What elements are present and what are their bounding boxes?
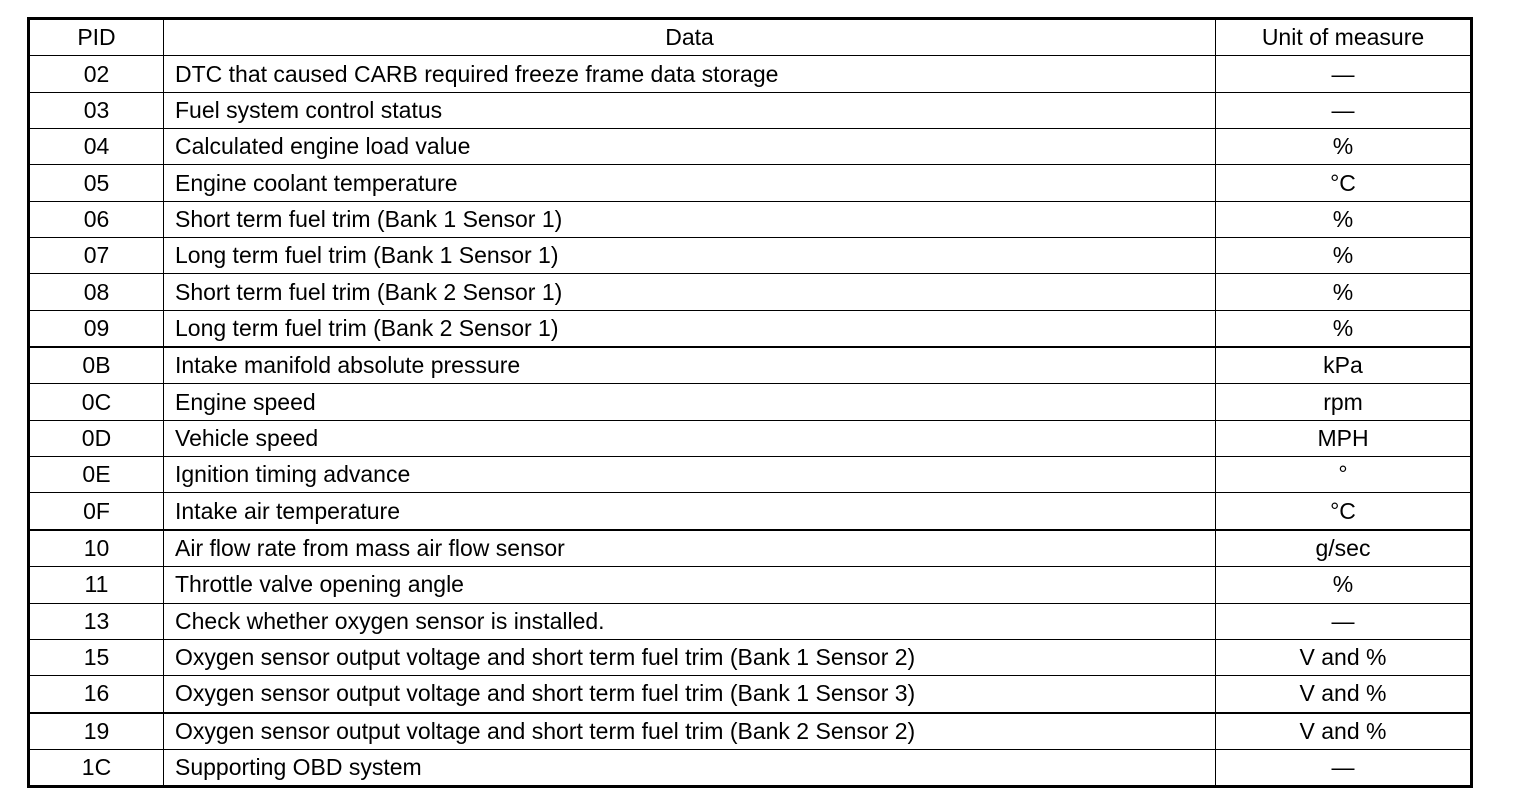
table-row <box>29 347 1472 384</box>
data-cell: Check whether oxygen sensor is installed. <box>164 603 1216 639</box>
data-cell: Intake air temperature <box>164 493 1216 530</box>
data-cell: Throttle valve opening angle <box>164 567 1216 603</box>
table-row <box>29 56 1472 92</box>
pid-cell: 04 <box>29 129 164 165</box>
table-row <box>29 603 1472 639</box>
table-row <box>29 530 1472 567</box>
unit-cell: % <box>1216 201 1472 237</box>
table-row <box>29 274 1472 310</box>
unit-cell: °C <box>1216 165 1472 201</box>
unit-cell: — <box>1216 92 1472 128</box>
unit-cell: % <box>1216 567 1472 603</box>
unit-cell: % <box>1216 274 1472 310</box>
data-cell: Air flow rate from mass air flow sensor <box>164 530 1216 567</box>
table-row <box>29 457 1472 493</box>
pid-cell: 03 <box>29 92 164 128</box>
table-row <box>29 310 1472 347</box>
unit-cell: °C <box>1216 493 1472 530</box>
pid-cell: 06 <box>29 201 164 237</box>
pid-cell: 19 <box>29 713 164 750</box>
table-row <box>29 749 1472 786</box>
pid-cell: 02 <box>29 56 164 92</box>
table-row <box>29 567 1472 603</box>
pid-cell: 0B <box>29 347 164 384</box>
unit-column-header: Unit of measure <box>1216 19 1472 56</box>
data-cell: Short term fuel trim (Bank 1 Sensor 1) <box>164 201 1216 237</box>
table-row <box>29 639 1472 675</box>
pid-cell: 09 <box>29 310 164 347</box>
data-cell: Oxygen sensor output voltage and short term fuel trim (Bank 2 Sensor 2) <box>164 713 1216 750</box>
unit-cell: V and % <box>1216 639 1472 675</box>
unit-cell: ° <box>1216 457 1472 493</box>
pid-column-header: PID <box>29 19 164 56</box>
table-row <box>29 420 1472 456</box>
unit-cell: MPH <box>1216 420 1472 456</box>
pid-cell: 1C <box>29 749 164 786</box>
table-row <box>29 676 1472 713</box>
pid-cell: 0D <box>29 420 164 456</box>
pid-cell: 11 <box>29 567 164 603</box>
pid-cell: 07 <box>29 238 164 274</box>
pid-cell: 0C <box>29 384 164 420</box>
pid-cell: 10 <box>29 530 164 567</box>
data-cell: DTC that caused CARB required freeze frame data storage <box>164 56 1216 92</box>
data-cell: Short term fuel trim (Bank 2 Sensor 1) <box>164 274 1216 310</box>
table-row <box>29 713 1472 750</box>
unit-cell: V and % <box>1216 676 1472 713</box>
unit-cell: % <box>1216 310 1472 347</box>
data-cell: Vehicle speed <box>164 420 1216 456</box>
unit-cell: % <box>1216 129 1472 165</box>
table-row <box>29 201 1472 237</box>
unit-cell: V and % <box>1216 713 1472 750</box>
data-column-header: Data <box>164 19 1216 56</box>
unit-cell: % <box>1216 238 1472 274</box>
header-row <box>29 19 1472 56</box>
data-cell: Fuel system control status <box>164 92 1216 128</box>
unit-cell: g/sec <box>1216 530 1472 567</box>
data-cell: Ignition timing advance <box>164 457 1216 493</box>
unit-cell: rpm <box>1216 384 1472 420</box>
pid-cell: 0F <box>29 493 164 530</box>
table-row <box>29 129 1472 165</box>
unit-cell: — <box>1216 56 1472 92</box>
data-cell: Calculated engine load value <box>164 129 1216 165</box>
table-row <box>29 493 1472 530</box>
unit-cell: — <box>1216 749 1472 786</box>
pid-cell: 13 <box>29 603 164 639</box>
data-cell: Intake manifold absolute pressure <box>164 347 1216 384</box>
pid-cell: 05 <box>29 165 164 201</box>
data-cell: Long term fuel trim (Bank 1 Sensor 1) <box>164 238 1216 274</box>
table-row <box>29 92 1472 128</box>
data-cell: Oxygen sensor output voltage and short term fuel trim (Bank 1 Sensor 3) <box>164 676 1216 713</box>
data-cell: Oxygen sensor output voltage and short term fuel trim (Bank 1 Sensor 2) <box>164 639 1216 675</box>
table-row <box>29 165 1472 201</box>
unit-cell: kPa <box>1216 347 1472 384</box>
data-cell: Engine speed <box>164 384 1216 420</box>
unit-cell: — <box>1216 603 1472 639</box>
table-row <box>29 384 1472 420</box>
table-body <box>29 56 1472 787</box>
pid-cell: 0E <box>29 457 164 493</box>
table-row <box>29 238 1472 274</box>
pid-cell: 15 <box>29 639 164 675</box>
data-cell: Long term fuel trim (Bank 2 Sensor 1) <box>164 310 1216 347</box>
data-cell: Engine coolant temperature <box>164 165 1216 201</box>
data-cell: Supporting OBD system <box>164 749 1216 786</box>
pid-cell: 16 <box>29 676 164 713</box>
pid-table <box>27 17 1473 788</box>
pid-cell: 08 <box>29 274 164 310</box>
